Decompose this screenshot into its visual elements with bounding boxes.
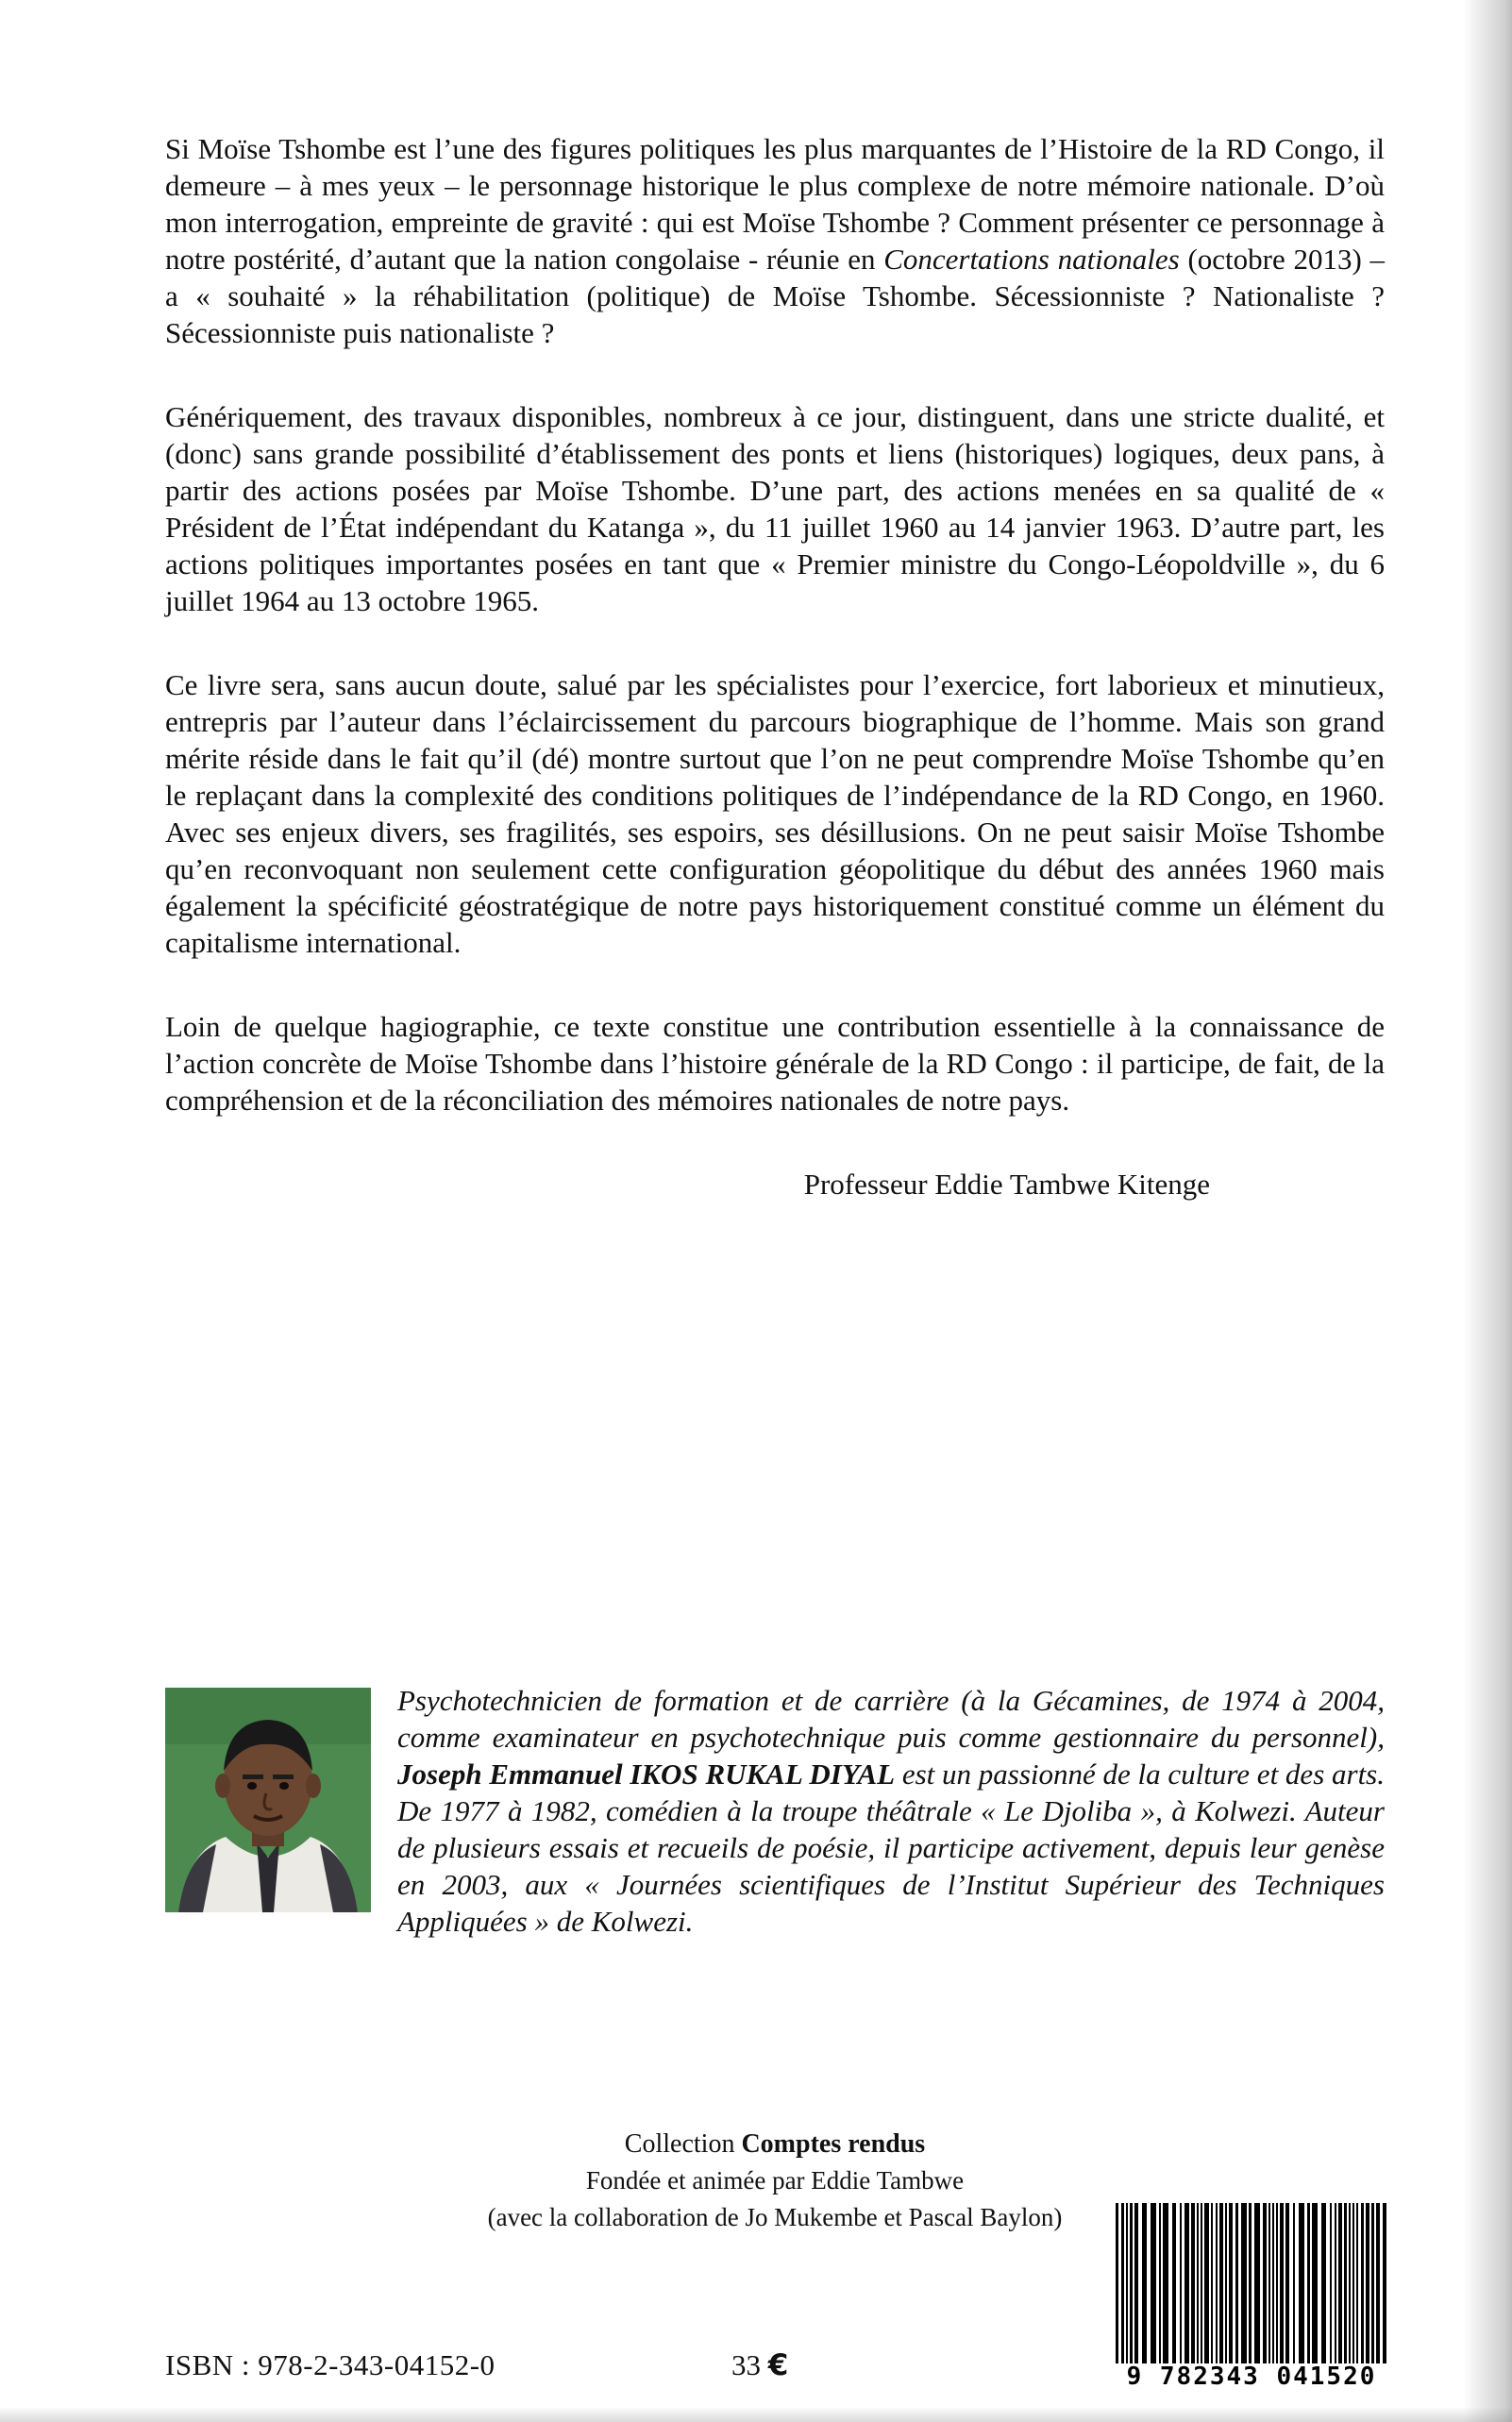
barcode-number: 9 782343 041520 — [1116, 2363, 1387, 2390]
paragraph-1: Si Moïse Tshombe est l’une des figures politiques les plus marquantes de l’Histoire de la RD Congo, il demeure – à mes yeux – le personnage historique le plus complexe de notre mémoire nationale. D’où mon interrogation, empreinte de gravité : qui est Moïse Tshombe ? Comment présenter ce personnage à notre postérité, d’autant que la nation congolaise - réunie en Concertations nationales (octobre 2013) – a « souhaité » la réhabilitation (politique) de Moïse Tshombe. Sécessionniste ? Nationaliste ? Sécessionniste puis nationaliste ? — [165, 132, 1385, 349]
paragraph-4: Loin de quelque hagiographie, ce texte constitue une contribution essentielle à la connaissance de l’action concrète de Moïse Tshombe dans l’histoire générale de la RD Congo : il participe, de fait, de la compréhension et de la réconciliation des mémoires nationales de notre pays. — [165, 1010, 1385, 1117]
footer — [165, 2201, 1387, 2390]
author-photo — [165, 1688, 371, 1912]
author-bio-text: Psychotechnicien de formation et de carrière (à la Gécamines, de 1974 à 2004, comme examinateur en psychotechnique puis comme gestionnaire du personnel), Joseph Emmanuel IKOS RUKAL DIYAL est un passionné de la culture et des arts. De 1977 à 1982, comédien à la troupe théâtrale « Le Djoliba », à Kolwezi. Auteur de plusieurs essais et recueils de poésie, il participe activement, depuis leur genèse en 2003, aux « Journées scientifiques de l’Institut Supérieur des Techniques Appliquées » de Kolwezi. — [397, 1684, 1385, 1938]
isbn-label: ISBN : 978-2-343-04152-0 — [165, 2348, 496, 2381]
author-bio-block — [165, 1682, 1385, 1940]
collection-title: Collection Comptes rendus — [624, 2129, 926, 2159]
price-value: 33 — [731, 2348, 761, 2381]
collection-founder: Fondée et animée par Eddie Tambwe — [585, 2166, 965, 2195]
barcode — [1116, 2203, 1387, 2390]
collection-collaboration: (avec la collaboration de Jo Mukembe et Pascal Baylon) — [487, 2203, 1063, 2231]
euro-sign: € — [767, 2348, 789, 2382]
barcode-bars — [1116, 2203, 1387, 2363]
paragraph-2: Génériquement, des travaux disponibles, nombreux à ce jour, distinguent, dans une stricte dualité, et (donc) sans grande possibilité d’établissement des ponts et liens (historiques) logiques, deux pans, à partir des actions posées par Moïse Tshombe. D’une part, des actions menées en sa qualité de « Président de l’État indépendant du Katanga », du 11 juillet 1960 au 14 janvier 1963. D’autre part, les actions politiques importantes posées en tant que « Premier ministre du Congo-Léopoldville », du 6 juillet 1964 au 13 octobre 1965. — [165, 400, 1385, 617]
back-cover-text-block — [165, 130, 1385, 1203]
signature: Professeur Eddie Tambwe Kitenge — [803, 1168, 1210, 1201]
price-label — [731, 2348, 788, 2382]
page-edge-shadow-bottom — [0, 2407, 1512, 2422]
paragraph-3: Ce livre sera, sans aucun doute, salué par les spécialistes pour l’exercice, fort laborieux et minutieux, entrepris par l’auteur dans l’éclaircissement du parcours biographique de l’homme. Mais son grand mérite réside dans le fait qu’il (dé) montre surtout que l’on ne peut comprendre Moïse Tshombe qu’en le replaçant dans la complexité des conditions politiques de l’indépendance de la RD Congo, en 1960. Avec ses enjeux divers, ses fragilités, ses espoirs, ses désillusions. On ne peut saisir Moïse Tshombe qu’en reconvoquant non seulement cette configuration géopolitique du début des années 1960 mais également la spécificité géostratégique de notre pays historiquement constitué comme un élément du capitalisme international. — [165, 668, 1385, 959]
author-portrait-illustration — [165, 1688, 371, 1912]
page-edge-shadow-right — [1463, 0, 1512, 2422]
